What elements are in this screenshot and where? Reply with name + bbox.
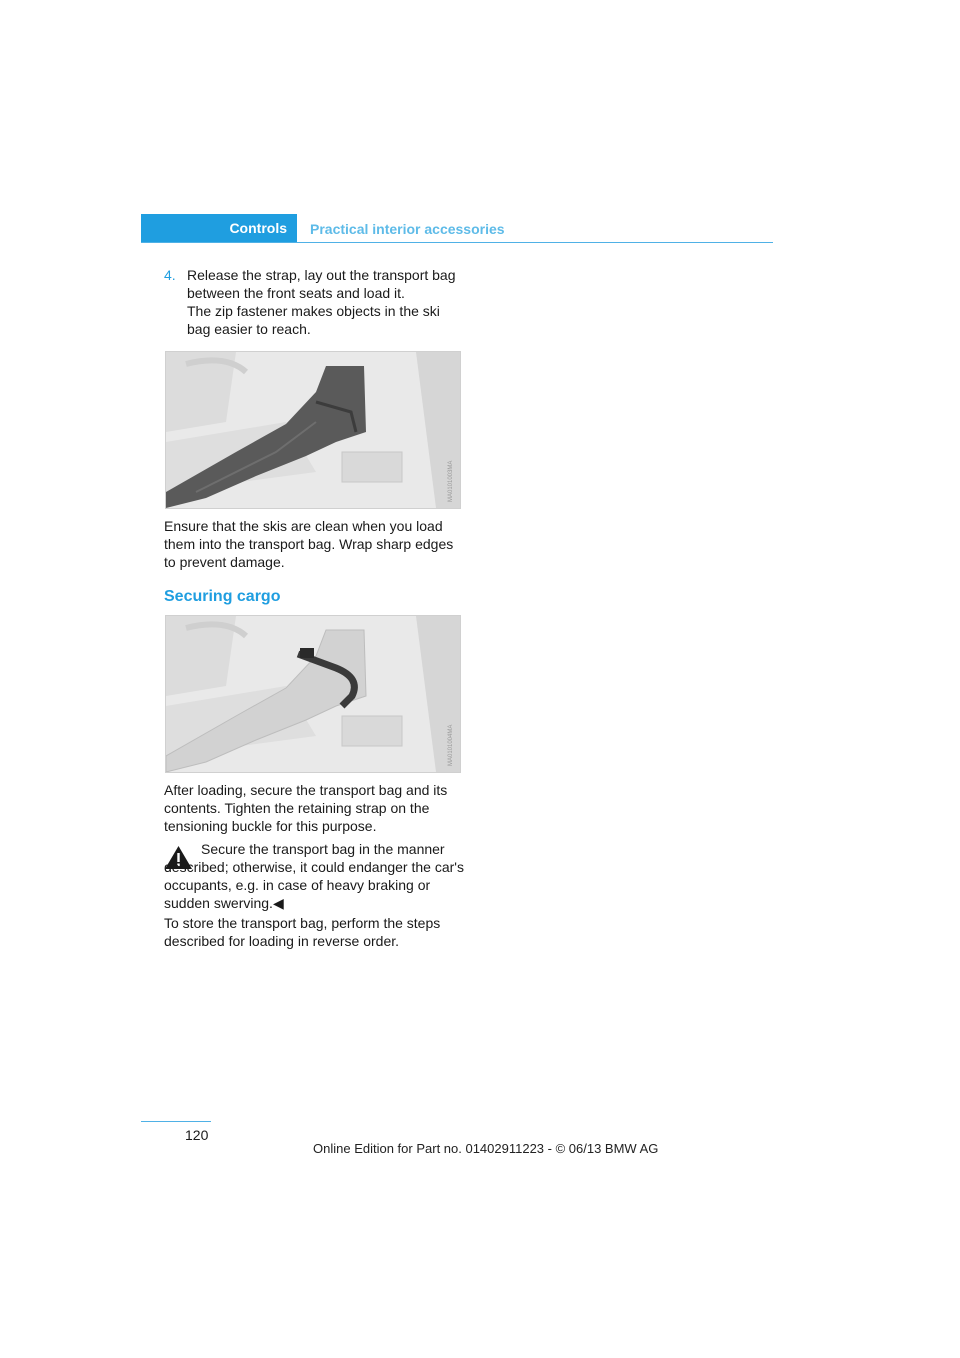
edition-notice: Online Edition for Part no. 01402911223 - © 06/13 BMW AG — [313, 1141, 659, 1156]
ski-bag-loaded-illustration — [165, 351, 461, 509]
end-mark-icon: ◀ — [272, 895, 284, 911]
store-bag-paragraph: To store the transport bag, perform the steps described for loading in reverse order. — [164, 915, 441, 949]
warning-paragraph — [164, 840, 464, 912]
page-header — [141, 214, 773, 243]
step-number: 4. — [164, 267, 176, 283]
header-topic-label: Practical interior accessories — [310, 221, 505, 237]
section-title: Securing cargo — [164, 588, 281, 605]
figure-code-2: MA0101004MA — [448, 724, 454, 766]
secure-bag-paragraph: After loading, secure the transport bag and its contents. Tighten the retaining strap on the tensioning buckle for this purpose. — [164, 782, 448, 834]
skis-clean-paragraph: Ensure that the skis are clean when you load them into the transport bag. Wrap sharp edges to prevent damage. — [164, 518, 454, 570]
step-item-4 — [164, 266, 464, 338]
step-note: The zip fastener makes objects in the ski bag easier to reach. — [187, 303, 440, 337]
page-number: 120 — [185, 1127, 209, 1143]
header-section-label: Controls — [141, 214, 297, 242]
figure-code-1: MA0101003MA — [448, 460, 454, 502]
step-list — [164, 266, 464, 338]
warning-text: Secure the transport bag in the manner described; otherwise, it could endanger the car's occupants, e.g. in case of heavy braking or sudden swerving. — [164, 841, 464, 911]
step-text: Release the strap, lay out the transport bag between the front seats and load it. — [187, 267, 456, 301]
footer-rule — [141, 1121, 211, 1122]
securing-strap-illustration — [165, 615, 461, 773]
